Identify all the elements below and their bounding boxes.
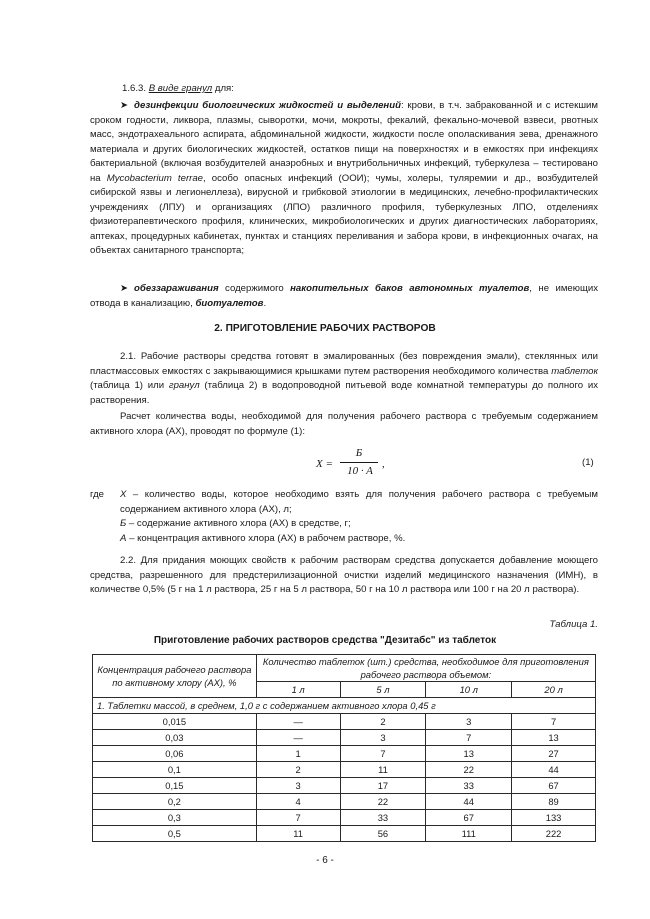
- tablet-count-cell: —: [256, 730, 340, 746]
- decontamination-paragraph: ➤ обеззараживания содержимого накопительных баков автономных туалетов, не имеющих отвода в канализацию, биотуалетов.: [90, 283, 598, 309]
- concentration-cell: 0,03: [93, 730, 257, 746]
- tablet-count-cell: 2: [256, 762, 340, 778]
- tablet-count-cell: 11: [340, 762, 426, 778]
- concentration-cell: 0,1: [93, 762, 257, 778]
- concentration-cell: 0,015: [93, 714, 257, 730]
- calculation-paragraph: Расчет количества воды, необходимой для получения рабочего раствора с требуемым содержанием активного хлора (АХ), проводят по формуле (1):: [90, 411, 598, 437]
- header-volume: 10 л: [426, 682, 512, 698]
- tablet-count-cell: 7: [512, 714, 596, 730]
- tablet-count-cell: 27: [512, 746, 596, 762]
- dilution-table: [92, 654, 596, 842]
- tablet-count-cell: 133: [512, 810, 596, 826]
- tablet-count-cell: 33: [426, 778, 512, 794]
- tablet-count-cell: 1: [256, 746, 340, 762]
- paragraph-2-2: 2.2. Для придания моющих свойств к рабочим растворам средства допускается добавление моющего средства, разрешенного для предстерилизационной очистки изделий медицинского назначения (ИМН), в количестве 0,5% (5 г на 1 л раствора, 25 г на 5 л раствора, 50 г на 10 л раствора или 100 г на 20 л раствора).: [90, 555, 598, 595]
- paragraph-2-1: 2.1. Рабочие растворы средства готовят в эмалированных (без повреждения эмали), стеклянных или пластмассовых емкостях с закрывающимися крышками путем растворения необходимого количества таблеток (таблица 1) или гранул (таблица 2) в водопроводной питьевой воде комнатной температуры до полного их растворения.: [90, 351, 599, 406]
- tablet-count-cell: 33: [340, 810, 426, 826]
- tablet-count-cell: 111: [426, 826, 512, 842]
- table-row: [93, 762, 596, 778]
- tablet-count-cell: 22: [340, 794, 426, 810]
- concentration-cell: 0,5: [93, 826, 257, 842]
- tablet-count-cell: 3: [340, 730, 426, 746]
- concentration-cell: 0,3: [93, 810, 257, 826]
- table-row: [93, 730, 596, 746]
- tablet-count-cell: 67: [426, 810, 512, 826]
- tablet-count-cell: 22: [426, 762, 512, 778]
- table-row: [93, 810, 596, 826]
- tablet-count-cell: 13: [426, 746, 512, 762]
- tablet-count-cell: 3: [256, 778, 340, 794]
- table-row: [93, 746, 596, 762]
- table-caption: Таблица 1.: [549, 619, 598, 630]
- tablet-count-cell: 11: [256, 826, 340, 842]
- table-row: [93, 714, 596, 730]
- equation-number: (1): [582, 457, 594, 468]
- header-volume: 1 л: [256, 682, 340, 698]
- arrow-bullet-icon: ➤: [120, 283, 129, 294]
- table-subheader: 1. Таблетки массой, в среднем, 1,0 г с содержанием активного хлора 0,45 г: [93, 698, 596, 714]
- tablet-count-cell: 56: [340, 826, 426, 842]
- header-volume: 5 л: [340, 682, 426, 698]
- fraction-bar: [340, 462, 378, 463]
- tablet-count-cell: 7: [256, 810, 340, 826]
- header-volume: 20 л: [512, 682, 596, 698]
- document-page: 1.6.3. В виде гранул для: ➤ дезинфекции биологических жидкостей и выделений: крови, в т.ч. забракованной и с истекшим сроком годности, ликвора, плазмы, сыворотки, мочи, мокроты, фекалий, фекально-мочевой взвеси, рвотных масс, эндотрахеального аспирата, абдоминальной жидкости, жидкости после ополаскивания зева, дренажного материала и других биологических жидкостей, остатков пищи на поверхностях и в емкостях при инфекциях бактериальной (включая возбудителей анаэробных и внутрибольничных инфекций, туберкулеза – тестировано на Mycobacterium terrae, особо опасных инфекций (ООИ); чумы, холеры, туляремии и др., возбудителей сибирской язвы и легионеллеза), вирусной и грибковой этиологии в медицинских, лечебно-профилактических учреждениях (ЛПУ) и организациях (ЛПО) различного профиля, туберкулезных ЛПО, отделениях физиотерапевтического профиля, клинических, микробиологических и других диагностических лабораториях, аптеках, процедурных кабинетах, пунктах и станциях переливания и забора крови, в инфекционных очагах, на объектах санитарного транспорта; ➤ обеззараживания содержимого накопительных баков автономных туалетов, не имеющих отвода в канализацию, биотуалетов. 2. ПРИГОТОВЛЕНИЕ РАБОЧИХ РАСТВОРОВ 2.1. Рабочие растворы средства готовят в эмалированных (без повреждения эмали), стеклянных или пластмассовых емкостях с закрывающимися крышками путем растворения необходимого количества таблеток (таблица 1) или гранул (таблица 2) в водопроводной питьевой воде комнатной температуры до полного их растворения. Расчет количества воды, необходимой для получения рабочего раствора с требуемым содержанием активного хлора (АХ), проводят по формуле (1): X = Б 10 · A , (1) где X – количество воды, которое необходимо взять для получения рабочего раствора с требуемым содержанием активного хлора (АХ), л; Б – содержание активного хлора (АХ) в средстве, г; А – концентрация активного хлора (АХ) в рабочем растворе, %. 2.2. Для придания моющих свойств к рабочим растворам средства допускается добавление моющего средства, разрешенного для предстерилизационной очистки изделий медицинского назначения (ИМН), в количестве 0,5% (5 г на 1 л раствора, 25 г на 5 л раствора, 50 г на 10 л раствора или 100 г на 20 л раствора). Таблица 1. Приготовление рабочих растворов средства "Дезитабс" из таблеток Концентрация рабочего раствора по активному хлору (АХ), % Количество таблеток (шт.) средства, необходимое для приготовления рабочего раствора объемом: 1 л 5 л 10 л 20 л 1. Таблетки массой, в среднем, 1,0 г с содержанием активного хлора 0,45 г 0,015 — 2 3 7 0,03 — 3 7 13 0,06 1 7 13 27 0,1 2 11 22 44 0,15 3 17 33 67 0,2 4 22 44 89 0,3 7 33 67 133 0,5 11 56 111 222 - 6 -: [0, 0, 650, 919]
- page-number: - 6 -: [316, 855, 334, 866]
- formula: X = Б 10 · A ,: [316, 447, 385, 477]
- section-title: 2. ПРИГОТОВЛЕНИЕ РАБОЧИХ РАСТВОРОВ: [214, 323, 436, 334]
- tablet-count-cell: 44: [426, 794, 512, 810]
- tablet-count-cell: 4: [256, 794, 340, 810]
- header-quantity: Количество таблеток (шт.) средства, необходимое для приготовления рабочего раствора объемом:: [256, 655, 595, 682]
- table-row: [93, 778, 596, 794]
- tablet-count-cell: 7: [340, 746, 426, 762]
- disinfection-paragraph: ➤ дезинфекции биологических жидкостей и выделений: крови, в т.ч. забракованной и с истекшим сроком годности, ликвора, плазмы, сыворотки, мочи, мокроты, фекалий, фекально-мочевой взвеси, рвотных масс, эндотрахеального аспирата, абдоминальной жидкости, жидкости после ополаскивания зева, дренажного материала и других биологических жидкостей, остатков пищи на поверхностях и в емкостях при инфекциях бактериальной (включая возбудителей анаэробных и внутрибольничных инфекций, туберкулеза – тестировано на Mycobacterium terrae, особо опасных инфекций (ООИ); чумы, холеры, туляремии и др., возбудителей сибирской язвы и легионеллеза), вирусной и грибковой этиологии в медицинских, лечебно-профилактических учреждениях (ЛПУ) и организациях (ЛПО) различного профиля, туберкулезных ЛПО, отделениях физиотерапевтического профиля, клинических, микробиологических и других диагностических лабораториях, аптеках, процедурных кабинетах, пунктах и станциях переливания и забора крови, в инфекционных очагах, на объектах санитарного транспорта;: [90, 100, 598, 256]
- concentration-cell: 0,06: [93, 746, 257, 762]
- subsection-heading: 1.6.3. В виде гранул для:: [122, 83, 234, 94]
- tablet-count-cell: —: [256, 714, 340, 730]
- tablet-count-cell: 7: [426, 730, 512, 746]
- concentration-cell: 0,15: [93, 778, 257, 794]
- tablet-count-cell: 67: [512, 778, 596, 794]
- table-title: Приготовление рабочих растворов средства "Дезитабс" из таблеток: [153, 635, 497, 646]
- tablet-count-cell: 17: [340, 778, 426, 794]
- tablet-count-cell: 222: [512, 826, 596, 842]
- table-row: [93, 826, 596, 842]
- arrow-bullet-icon: ➤: [120, 100, 129, 111]
- header-concentration: Концентрация рабочего раствора по активному хлору (АХ), %: [93, 655, 257, 698]
- tablet-count-cell: 3: [426, 714, 512, 730]
- tablet-count-cell: 2: [340, 714, 426, 730]
- tablet-count-cell: 89: [512, 794, 596, 810]
- concentration-cell: 0,2: [93, 794, 257, 810]
- tablet-count-cell: 13: [512, 730, 596, 746]
- tablet-count-cell: 44: [512, 762, 596, 778]
- table-row: [93, 794, 596, 810]
